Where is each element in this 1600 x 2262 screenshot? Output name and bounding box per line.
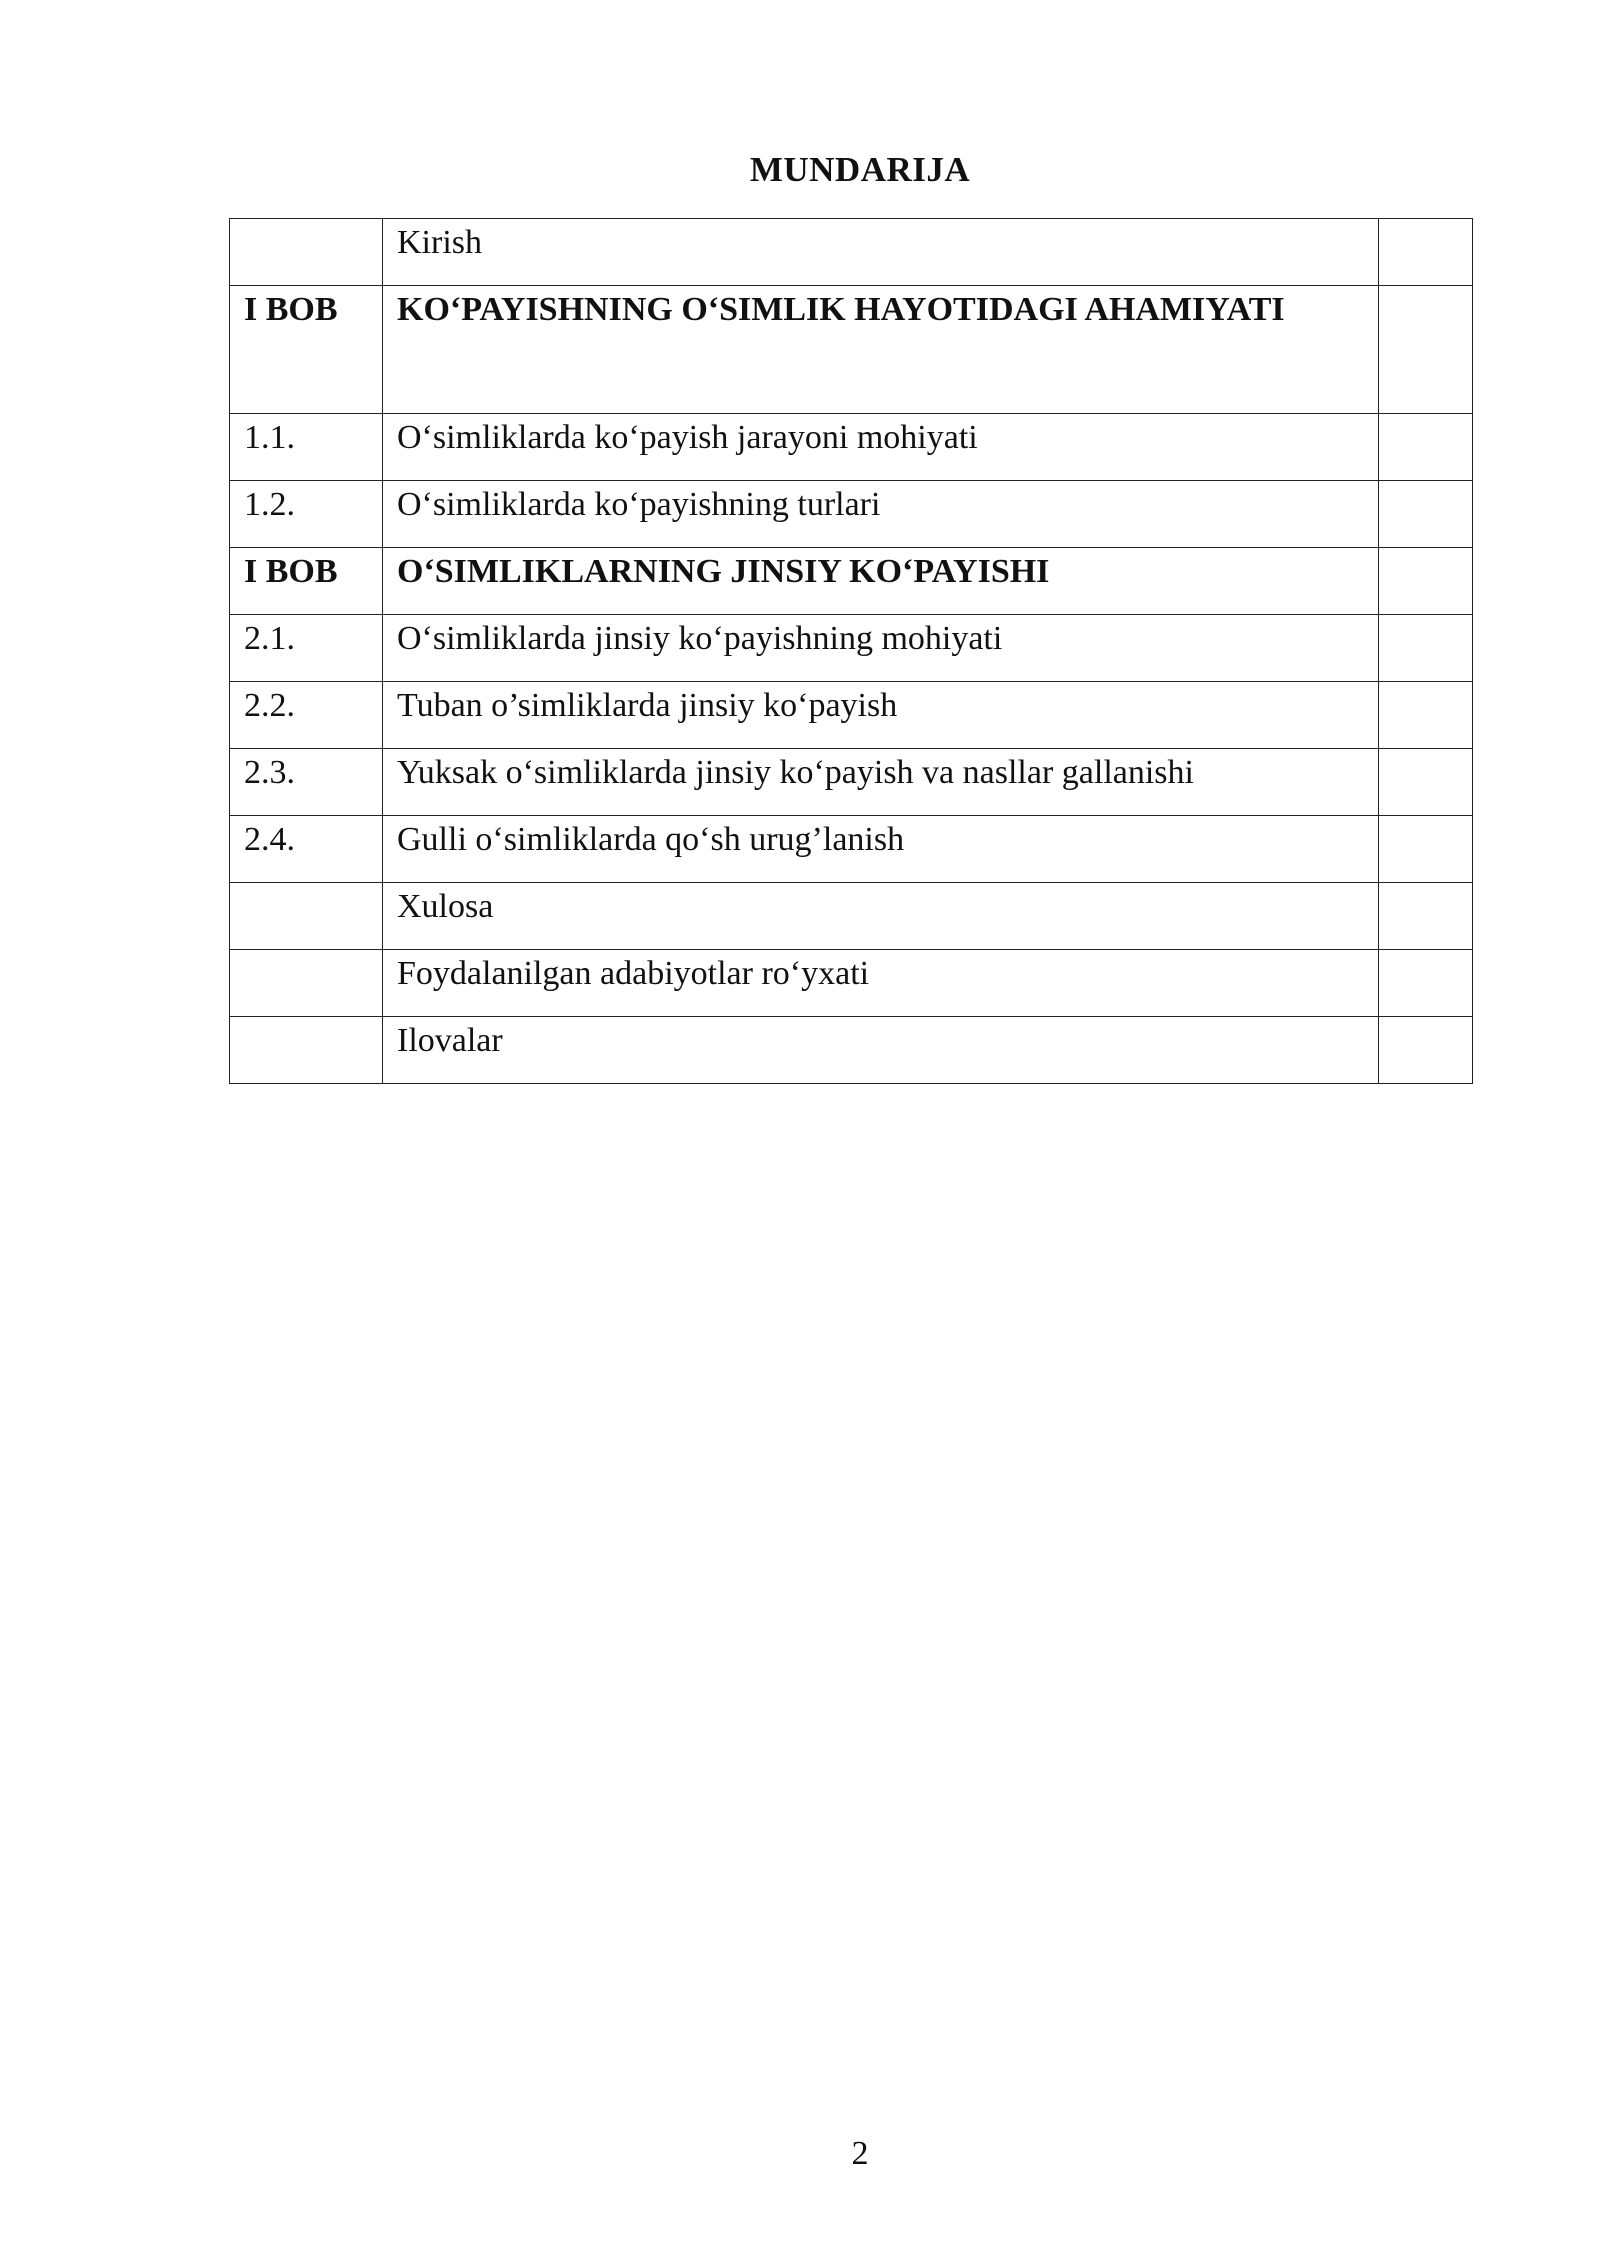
section-number: I BOB [230, 286, 383, 414]
page-cell [1379, 950, 1473, 1017]
section-title: O‘simliklarda jinsiy ko‘payishning mohiyati [383, 615, 1379, 682]
section-number: 2.4. [230, 816, 383, 883]
page-cell [1379, 816, 1473, 883]
page-number: 2 [851, 2135, 869, 2172]
table-row [230, 481, 1473, 548]
table-row [230, 219, 1473, 286]
table-row [230, 950, 1473, 1017]
page-cell [1379, 1017, 1473, 1084]
table-row [230, 682, 1473, 749]
page-cell [1379, 286, 1473, 414]
page-cell [1379, 481, 1473, 548]
section-title: Ilovalar [383, 1017, 1379, 1084]
section-title: Gulli o‘simliklarda qo‘sh urug’lanish [383, 816, 1379, 883]
section-number: 1.1. [230, 414, 383, 481]
page-cell [1379, 414, 1473, 481]
table-row [230, 548, 1473, 615]
section-number [230, 950, 383, 1017]
section-number: 1.2. [230, 481, 383, 548]
page-cell [1379, 615, 1473, 682]
page-cell [1379, 548, 1473, 615]
section-title: Foydalanilgan adabiyotlar ro‘yxati [383, 950, 1379, 1017]
section-title: O‘simliklarda ko‘payish jarayoni mohiyati [383, 414, 1379, 481]
section-title: Kirish [383, 219, 1379, 286]
section-title: KO‘PAYISHNING O‘SIMLIK HAYOTIDAGI AHAMIYATI [383, 286, 1379, 414]
table-row [230, 615, 1473, 682]
section-number [230, 1017, 383, 1084]
page-cell [1379, 883, 1473, 950]
section-title: Xulosa [383, 883, 1379, 950]
table-of-contents [229, 218, 1473, 1084]
section-number [230, 219, 383, 286]
section-number: 2.1. [230, 615, 383, 682]
section-number: I BOB [230, 548, 383, 615]
section-number [230, 883, 383, 950]
section-number: 2.2. [230, 682, 383, 749]
table-row [230, 286, 1473, 414]
section-title: O‘simliklarda ko‘payishning turlari [383, 481, 1379, 548]
section-number: 2.3. [230, 749, 383, 816]
page-cell [1379, 749, 1473, 816]
page-title: MUNDARIJA [749, 150, 971, 189]
table-row [230, 883, 1473, 950]
section-title: Yuksak o‘simliklarda jinsiy ko‘payish va nasllar gallanishi [383, 749, 1379, 816]
table-row [230, 1017, 1473, 1084]
table-row [230, 414, 1473, 481]
section-title: Tuban o’simliklarda jinsiy ko‘payish [383, 682, 1379, 749]
table-row [230, 816, 1473, 883]
section-title: O‘SIMLIKLARNING JINSIY KO‘PAYISHI [383, 548, 1379, 615]
page-cell [1379, 219, 1473, 286]
table-row [230, 749, 1473, 816]
page-cell [1379, 682, 1473, 749]
